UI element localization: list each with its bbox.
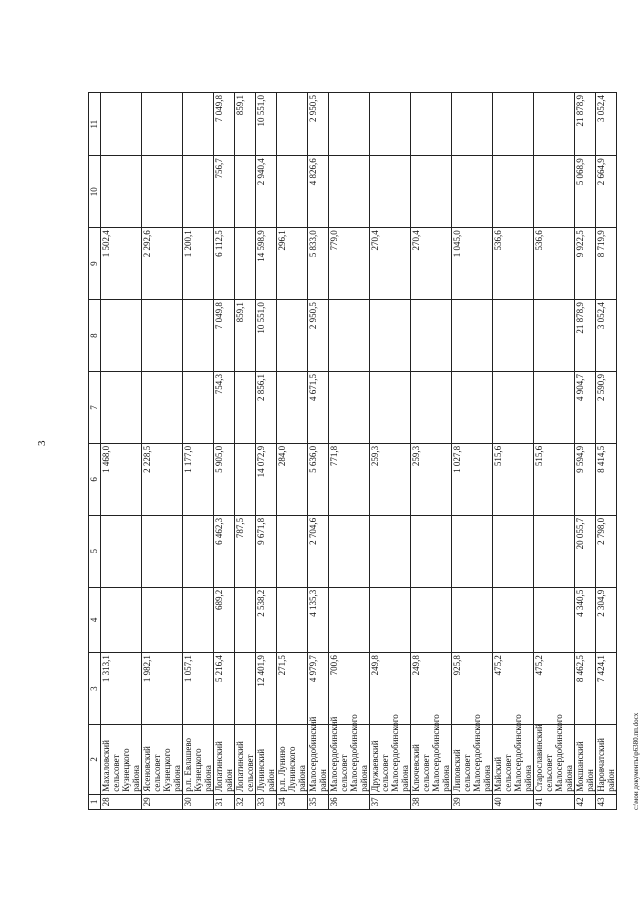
- table-row: [493, 93, 534, 810]
- table-body: [101, 93, 617, 810]
- value-cell-c3: [235, 653, 256, 725]
- table-row: [534, 93, 575, 810]
- value-cell-c8: [142, 300, 183, 372]
- row-number-cell: 41: [534, 794, 575, 809]
- value-cell-c8: 7 049,8: [214, 300, 235, 372]
- value-cell-c8: [411, 300, 452, 372]
- value-cell-c8: 859,1: [235, 300, 256, 372]
- value-cell-c3: 1 982,1: [142, 653, 183, 725]
- value-cell-c11: 10 551,0: [256, 93, 277, 156]
- value-cell-c7: 2 856,1: [256, 372, 277, 444]
- value-cell-c4: [142, 587, 183, 652]
- value-cell-c8: 21 878,9: [575, 300, 596, 372]
- value-cell-c6: 1 177,0: [183, 443, 214, 515]
- value-cell-c4: [277, 587, 308, 652]
- value-cell-c11: 3 052,4: [596, 93, 617, 156]
- value-cell-c3: 8 462,5: [575, 653, 596, 725]
- column-header: 9: [89, 228, 101, 300]
- territory-name-cell: Старославинский сельсовет Малосердобинского района: [534, 725, 575, 795]
- value-cell-c5: [183, 515, 214, 587]
- value-cell-c5: 20 055,7: [575, 515, 596, 587]
- row-number-cell: 36: [329, 794, 370, 809]
- table-row: [411, 93, 452, 810]
- value-cell-c10: 2 940,4: [256, 156, 277, 228]
- value-cell-c4: 4 340,5: [575, 587, 596, 652]
- row-number-cell: 33: [256, 794, 277, 809]
- territory-name-cell: Мокшанский район: [575, 725, 596, 795]
- value-cell-c11: [329, 93, 370, 156]
- value-cell-c11: [370, 93, 411, 156]
- value-cell-c7: [183, 372, 214, 444]
- row-number-cell: 37: [370, 794, 411, 809]
- value-cell-c4: [235, 587, 256, 652]
- value-cell-c8: 2 950,5: [308, 300, 329, 372]
- value-cell-c11: [142, 93, 183, 156]
- table-row: [235, 93, 256, 810]
- value-cell-c7: [534, 372, 575, 444]
- table-header-row: [89, 93, 101, 810]
- value-cell-c9: 536,6: [493, 228, 534, 300]
- value-cell-c3: 7 424,1: [596, 653, 617, 725]
- table-row: [329, 93, 370, 810]
- value-cell-c10: [452, 156, 493, 228]
- value-cell-c7: 4 904,7: [575, 372, 596, 444]
- value-cell-c11: [452, 93, 493, 156]
- value-cell-c6: 5 636,0: [308, 443, 329, 515]
- table-row: [308, 93, 329, 810]
- value-cell-c3: 925,8: [452, 653, 493, 725]
- value-cell-c8: [277, 300, 308, 372]
- value-cell-c10: [493, 156, 534, 228]
- table-row: [256, 93, 277, 810]
- value-cell-c9: 536,6: [534, 228, 575, 300]
- value-cell-c10: [183, 156, 214, 228]
- value-cell-c5: 6 462,3: [214, 515, 235, 587]
- row-number-cell: 42: [575, 794, 596, 809]
- value-cell-c10: [411, 156, 452, 228]
- value-cell-c11: [411, 93, 452, 156]
- value-cell-c10: [329, 156, 370, 228]
- value-cell-c11: [101, 93, 142, 156]
- territory-name-cell: Ясеновский сельсовет Кузнецкого района: [142, 725, 183, 795]
- value-cell-c3: 475,2: [534, 653, 575, 725]
- value-cell-c3: 475,2: [493, 653, 534, 725]
- value-cell-c5: [534, 515, 575, 587]
- value-cell-c7: [235, 372, 256, 444]
- value-cell-c5: 787,5: [235, 515, 256, 587]
- rotated-table-container: [88, 90, 640, 810]
- table-row: [183, 93, 214, 810]
- value-cell-c11: 2 950,5: [308, 93, 329, 156]
- column-header: 6: [89, 443, 101, 515]
- value-cell-c5: [411, 515, 452, 587]
- value-cell-c4: 4 135,3: [308, 587, 329, 652]
- value-cell-c9: 14 598,9: [256, 228, 277, 300]
- value-cell-c4: [370, 587, 411, 652]
- value-cell-c5: [493, 515, 534, 587]
- value-cell-c9: 8 719,9: [596, 228, 617, 300]
- value-cell-c6: 515,6: [493, 443, 534, 515]
- column-header: 7: [89, 372, 101, 444]
- territory-name-cell: Дружаевский сельсовет Малосердобинского района: [370, 725, 411, 795]
- table-row: [101, 93, 142, 810]
- value-cell-c9: [235, 228, 256, 300]
- value-cell-c4: [452, 587, 493, 652]
- value-cell-c7: [370, 372, 411, 444]
- territory-name-cell: Малосердобинский сельсовет Малосердобинского района: [329, 725, 370, 795]
- value-cell-c11: 859,1: [235, 93, 256, 156]
- territory-name-cell: Ключевский сельсовет Малосердобинского района: [411, 725, 452, 795]
- value-cell-c3: 271,5: [277, 653, 308, 725]
- territory-name-cell: Наровчатский район: [596, 725, 617, 795]
- territory-name-cell: Лопатинский район: [214, 725, 235, 795]
- value-cell-c3: 1 057,1: [183, 653, 214, 725]
- value-cell-c10: [277, 156, 308, 228]
- column-header: 3: [89, 653, 101, 725]
- value-cell-c4: [493, 587, 534, 652]
- column-header: 8: [89, 300, 101, 372]
- value-cell-c3: 700,6: [329, 653, 370, 725]
- value-cell-c10: 756,7: [214, 156, 235, 228]
- value-cell-c4: [101, 587, 142, 652]
- value-cell-c9: 9 922,5: [575, 228, 596, 300]
- value-cell-c8: 10 551,0: [256, 300, 277, 372]
- value-cell-c7: 4 671,5: [308, 372, 329, 444]
- column-header: 2: [89, 725, 101, 795]
- value-cell-c6: 259,3: [370, 443, 411, 515]
- value-cell-c3: 4 979,7: [308, 653, 329, 725]
- column-header: 4: [89, 587, 101, 652]
- value-cell-c6: 1 468,0: [101, 443, 142, 515]
- value-cell-c6: 284,0: [277, 443, 308, 515]
- value-cell-c11: 7 049,8: [214, 93, 235, 156]
- row-number-cell: 40: [493, 794, 534, 809]
- value-cell-c4: [183, 587, 214, 652]
- value-cell-c6: 2 228,5: [142, 443, 183, 515]
- value-cell-c6: 1 027,8: [452, 443, 493, 515]
- table-row: [142, 93, 183, 810]
- value-cell-c10: 5 068,9: [575, 156, 596, 228]
- value-cell-c5: [329, 515, 370, 587]
- row-number-cell: 30: [183, 794, 214, 809]
- table-row: [277, 93, 308, 810]
- value-cell-c4: 689,2: [214, 587, 235, 652]
- value-cell-c9: 5 833,0: [308, 228, 329, 300]
- value-cell-c6: 259,3: [411, 443, 452, 515]
- table-row: [452, 93, 493, 810]
- value-cell-c6: 8 414,5: [596, 443, 617, 515]
- value-cell-c5: 9 671,8: [256, 515, 277, 587]
- value-cell-c10: [370, 156, 411, 228]
- value-cell-c11: [277, 93, 308, 156]
- footer-file-path: c:\мои документы\р6380.пп.docx: [632, 712, 640, 810]
- value-cell-c7: [493, 372, 534, 444]
- column-header: 10: [89, 156, 101, 228]
- value-cell-c5: 2 798,0: [596, 515, 617, 587]
- table-row: [575, 93, 596, 810]
- table-row: [214, 93, 235, 810]
- value-cell-c5: [277, 515, 308, 587]
- value-cell-c11: [534, 93, 575, 156]
- value-cell-c3: 12 401,9: [256, 653, 277, 725]
- value-cell-c3: 5 216,4: [214, 653, 235, 725]
- territory-name-cell: Лопатинский сельсовет: [235, 725, 256, 795]
- territory-name-cell: Липовский сельсовет Малосердобинского района: [452, 725, 493, 795]
- value-cell-c4: [329, 587, 370, 652]
- value-cell-c7: 2 590,9: [596, 372, 617, 444]
- value-cell-c4: [411, 587, 452, 652]
- value-cell-c3: 249,8: [411, 653, 452, 725]
- value-cell-c8: [183, 300, 214, 372]
- value-cell-c8: [101, 300, 142, 372]
- value-cell-c5: [452, 515, 493, 587]
- value-cell-c7: [142, 372, 183, 444]
- value-cell-c8: [370, 300, 411, 372]
- data-table: [88, 92, 617, 810]
- value-cell-c6: 771,8: [329, 443, 370, 515]
- value-cell-c3: 1 313,1: [101, 653, 142, 725]
- territory-name-cell: Махаловский сельсовет Кузнецкого района: [101, 725, 142, 795]
- value-cell-c9: 1 200,1: [183, 228, 214, 300]
- value-cell-c10: [142, 156, 183, 228]
- row-number-cell: 39: [452, 794, 493, 809]
- value-cell-c7: [329, 372, 370, 444]
- value-cell-c10: [534, 156, 575, 228]
- column-header: 1: [89, 794, 101, 809]
- value-cell-c11: [493, 93, 534, 156]
- value-cell-c8: [493, 300, 534, 372]
- value-cell-c9: 270,4: [370, 228, 411, 300]
- value-cell-c7: 754,3: [214, 372, 235, 444]
- column-header: 11: [89, 93, 101, 156]
- territory-name-cell: Малосердобинский район: [308, 725, 329, 795]
- value-cell-c10: [235, 156, 256, 228]
- table-row: [596, 93, 617, 810]
- row-number-cell: 35: [308, 794, 329, 809]
- value-cell-c9: 779,0: [329, 228, 370, 300]
- row-number-cell: 28: [101, 794, 142, 809]
- value-cell-c11: [183, 93, 214, 156]
- page-number: 3: [36, 440, 48, 446]
- value-cell-c7: [277, 372, 308, 444]
- value-cell-c10: 2 664,9: [596, 156, 617, 228]
- value-cell-c6: 9 594,9: [575, 443, 596, 515]
- territory-name-cell: р.п. Лунино Лунинского района: [277, 725, 308, 795]
- value-cell-c10: 4 826,6: [308, 156, 329, 228]
- row-number-cell: 38: [411, 794, 452, 809]
- territory-name-cell: Лунинский район: [256, 725, 277, 795]
- value-cell-c8: [534, 300, 575, 372]
- row-number-cell: 29: [142, 794, 183, 809]
- table-row: [370, 93, 411, 810]
- value-cell-c9: 296,1: [277, 228, 308, 300]
- value-cell-c9: 6 112,5: [214, 228, 235, 300]
- value-cell-c7: [411, 372, 452, 444]
- value-cell-c7: [452, 372, 493, 444]
- value-cell-c6: 5 905,0: [214, 443, 235, 515]
- value-cell-c9: 1 045,0: [452, 228, 493, 300]
- value-cell-c8: [452, 300, 493, 372]
- value-cell-c9: 270,4: [411, 228, 452, 300]
- value-cell-c4: 2 538,2: [256, 587, 277, 652]
- territory-name-cell: Майский сельсовет Малосердобинского района: [493, 725, 534, 795]
- row-number-cell: 31: [214, 794, 235, 809]
- row-number-cell: 43: [596, 794, 617, 809]
- value-cell-c5: [101, 515, 142, 587]
- value-cell-c5: 2 704,6: [308, 515, 329, 587]
- value-cell-c5: [142, 515, 183, 587]
- value-cell-c8: [329, 300, 370, 372]
- value-cell-c5: [370, 515, 411, 587]
- territory-name-cell: р.п. Евлашево Кузнецкого района: [183, 725, 214, 795]
- value-cell-c8: 3 052,4: [596, 300, 617, 372]
- value-cell-c9: 2 292,6: [142, 228, 183, 300]
- value-cell-c11: 21 878,9: [575, 93, 596, 156]
- value-cell-c6: [235, 443, 256, 515]
- value-cell-c9: 1 502,4: [101, 228, 142, 300]
- row-number-cell: 34: [277, 794, 308, 809]
- row-number-cell: 32: [235, 794, 256, 809]
- value-cell-c6: 14 072,9: [256, 443, 277, 515]
- value-cell-c6: 515,6: [534, 443, 575, 515]
- column-header: 5: [89, 515, 101, 587]
- value-cell-c7: [101, 372, 142, 444]
- value-cell-c4: 2 304,9: [596, 587, 617, 652]
- value-cell-c3: 249,8: [370, 653, 411, 725]
- value-cell-c10: [101, 156, 142, 228]
- value-cell-c4: [534, 587, 575, 652]
